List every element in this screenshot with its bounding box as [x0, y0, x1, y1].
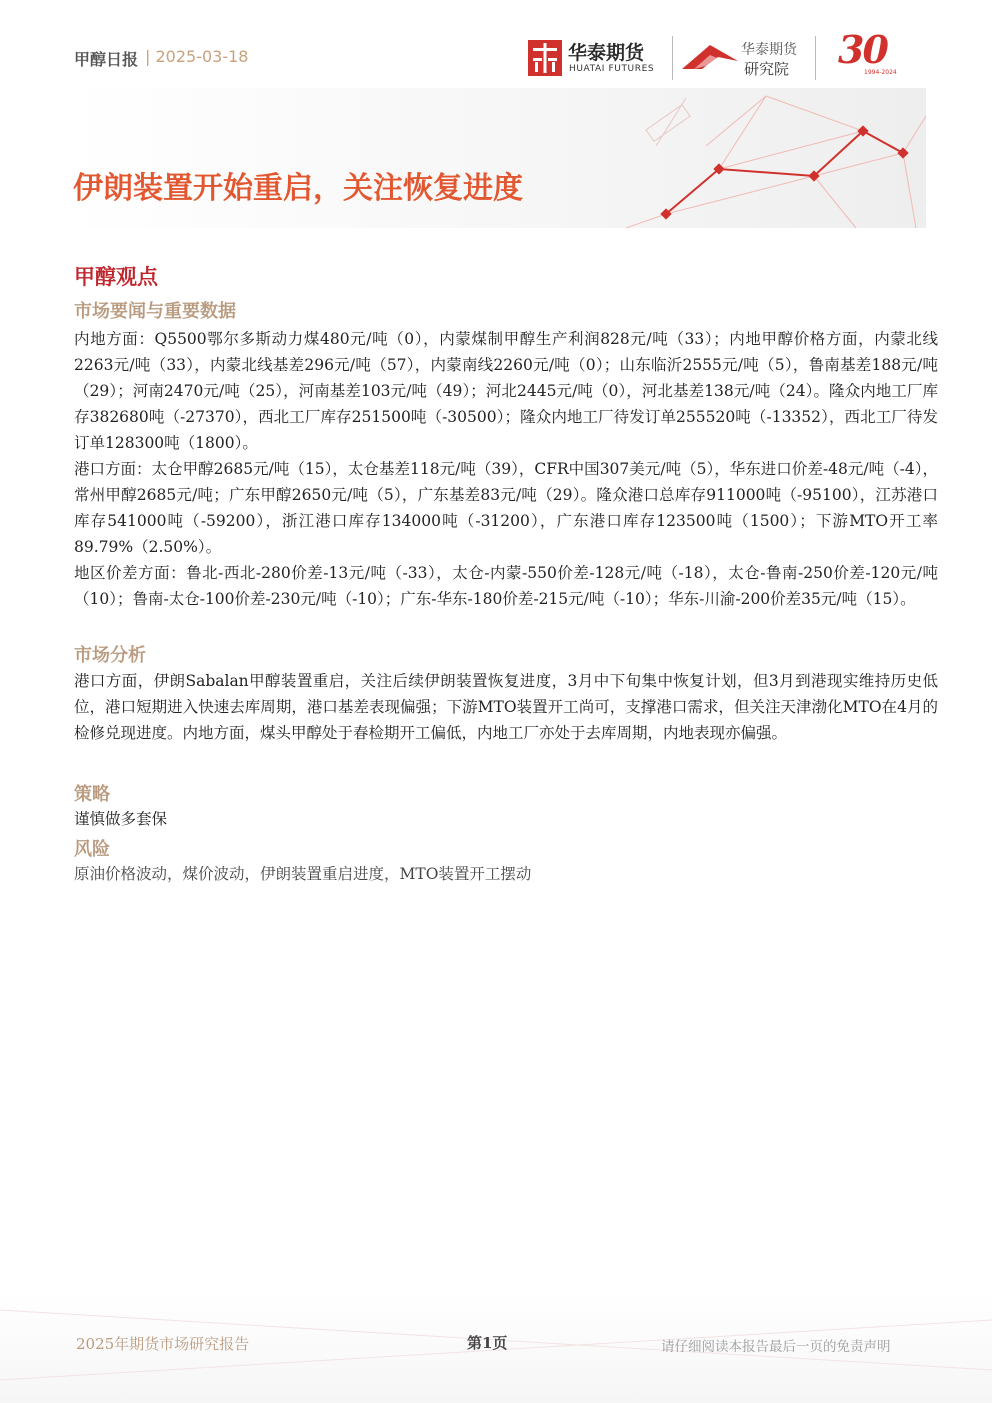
footer-report-name: 2025年期货市场研究报告	[76, 1335, 250, 1353]
regional-spread-paragraph: 地区价差方面：鲁北-西北-280价差-13元/吨（-33），太仓-内蒙-550价差-128元/吨（-18），太仓-鲁南-250价差-120元/吨（10）；鲁南-太仓-100价差-230元/吨（-10）；广东-华东-180价差-215元/吨（-10）；华东-川渝-200价差35元/吨（15）。	[74, 564, 938, 608]
huatai-logo-icon	[528, 40, 562, 76]
logo-divider	[672, 36, 673, 80]
anniversary-number: 30	[838, 27, 887, 72]
institute-name-line1: 华泰期货	[741, 42, 797, 58]
risk-heading: 风险	[74, 839, 110, 860]
logo-divider	[815, 36, 816, 80]
inland-paragraph: 内地方面：Q5500鄂尔多斯动力煤480元/吨（0），内蒙煤制甲醇生产利润828元/吨（33）；内地甲醇价格方面，内蒙北线2263元/吨（33），内蒙北线基差296元/吨（57），内蒙南线2260元/吨（0）；山东临沂2555元/吨（5），鲁南基差188元/吨（29）；河南2470元/吨（25），河南基差103元/吨（49）；河北2445元/吨（0），河北基差138元/吨（24）。隆众内地工厂库存382680吨（-27370），西北工厂库存251500吨（-30500）；隆众内地工厂待发订单255520吨（-13352），西北工厂待发订单128300吨（1800）。	[74, 330, 938, 452]
disclaimer-note: 请仔细阅读本报告最后一页的免责声明	[661, 1339, 891, 1355]
market-analysis-paragraph: 港口方面，伊朗Sabalan甲醇装置重启，关注后续伊朗装置恢复进度，3月中下旬集中恢复计划，但3月到港现实维持历史低位，港口短期进入快速去库周期，港口基差表现偏强；下游MTO装置开工尚可，支撑港口需求，但关注天津渤化MTO在4月的检修兑现进度。内地方面，煤头甲醇处于春检期开工偏低，内地工厂亦处于去库周期，内地表现亦偏强。	[74, 672, 938, 742]
strategy-heading: 策略	[74, 784, 110, 805]
report-date: | 2025-03-18	[145, 47, 249, 66]
market-news-heading: 市场要闻与重要数据	[74, 301, 236, 322]
port-paragraph: 港口方面：太仓甲醇2685元/吨（15），太仓基差118元/吨（39），CFR中国307美元/吨（5），华东进口价差-48元/吨（-4），常州甲醇2685元/吨；广东甲醇2650元/吨（5），广东基差83元/吨（29）。隆众港口总库存911000吨（-95100），江苏港口库存541000吨（-59200），浙江港口库存134000吨（-31200），广东港口库存123500吨（1500）；下游MTO开工率89.79%（2.50%）。	[74, 460, 938, 556]
institute-name-line2: 研究院	[744, 60, 790, 78]
anniversary-badge	[830, 27, 910, 81]
market-analysis-heading: 市场分析	[74, 645, 146, 666]
risk-text: 原油价格波动，煤价波动，伊朗装置重启进度，MTO装置开工摆动	[74, 865, 532, 883]
strategy-text: 谨慎做多套保	[74, 810, 168, 828]
institute-logo-icon	[680, 39, 740, 75]
anniversary-years: 1994-2024	[864, 69, 897, 76]
report-title: 伊朗装置开始重启，关注恢复进度	[73, 171, 523, 206]
section-heading: 甲醇观点	[74, 265, 158, 289]
company-name-en: HUATAI FUTURES	[569, 64, 655, 74]
company-name-cn: 华泰期货	[568, 42, 645, 64]
huatai-logo	[528, 36, 668, 80]
page-number: 第1页	[467, 1334, 508, 1352]
doc-type-label: 甲醇日报	[74, 50, 139, 69]
